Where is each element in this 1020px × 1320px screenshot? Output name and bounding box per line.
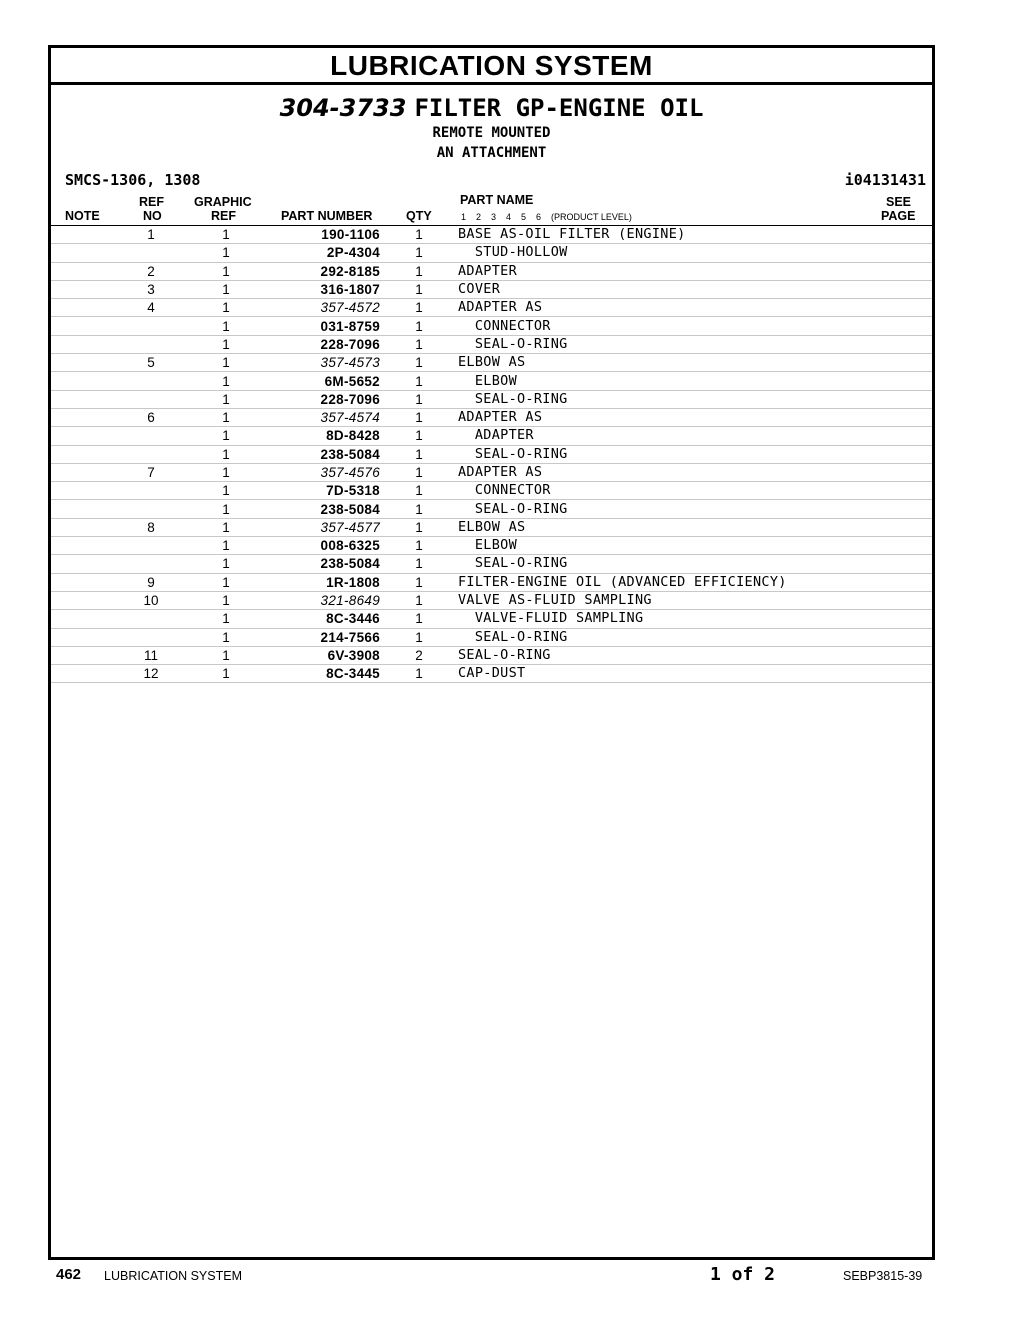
page-footer: [0, 1262, 1020, 1292]
table-row: [51, 445, 932, 463]
row-part-number: 357-4576: [271, 463, 380, 481]
table-row: [51, 665, 932, 683]
col-qty: QTY: [406, 209, 432, 223]
row-graphic-ref: 1: [181, 482, 271, 500]
row-ref-no: 6: [121, 408, 181, 426]
table-row: [51, 500, 932, 518]
row-graphic-ref: 1: [181, 299, 271, 317]
col-product-level: 1 2 3 4 5 6 (PRODUCT LEVEL): [461, 212, 632, 222]
row-see-page: [872, 646, 932, 664]
table-row: [51, 482, 932, 500]
row-qty: 1: [380, 628, 458, 646]
row-ref-no: [121, 445, 181, 463]
row-part-name: ELBOW: [458, 537, 872, 555]
row-part-name: SEAL-O-RING: [458, 335, 872, 353]
row-part-number: 228-7096: [271, 390, 380, 408]
table-row: [51, 518, 932, 536]
parts-table: [51, 226, 932, 683]
row-part-number: 357-4572: [271, 299, 380, 317]
table-row: [51, 463, 932, 481]
row-qty: 1: [380, 500, 458, 518]
table-row: [51, 280, 932, 298]
col-ref-line1: REF: [139, 195, 164, 209]
row-note: [51, 573, 121, 591]
row-graphic-ref: 1: [181, 280, 271, 298]
row-graphic-ref: 1: [181, 591, 271, 609]
row-see-page: [872, 317, 932, 335]
subtitle-remote-mounted: REMOTE MOUNTED: [432, 125, 551, 141]
row-part-name: ADAPTER AS: [458, 463, 872, 481]
row-part-number: 8C-3446: [271, 610, 380, 628]
row-graphic-ref: 1: [181, 390, 271, 408]
row-part-number: 238-5084: [271, 500, 380, 518]
row-see-page: [872, 518, 932, 536]
row-see-page: [872, 280, 932, 298]
row-graphic-ref: 1: [181, 500, 271, 518]
row-part-number: 2P-4304: [271, 244, 380, 262]
table-row: [51, 335, 932, 353]
row-part-name: ADAPTER: [458, 427, 872, 445]
row-ref-no: 10: [121, 591, 181, 609]
row-qty: 1: [380, 482, 458, 500]
row-graphic-ref: 1: [181, 408, 271, 426]
parts-table-body: [51, 226, 932, 683]
row-see-page: [872, 244, 932, 262]
table-row: [51, 354, 932, 372]
row-ref-no: [121, 482, 181, 500]
table-row: [51, 226, 932, 244]
row-part-number: 292-8185: [271, 262, 380, 280]
row-see-page: [872, 482, 932, 500]
row-note: [51, 299, 121, 317]
row-part-name: BASE AS-OIL FILTER (ENGINE): [458, 226, 872, 244]
table-row: [51, 555, 932, 573]
row-part-name: ELBOW AS: [458, 354, 872, 372]
row-part-name: VALVE-FLUID SAMPLING: [458, 610, 872, 628]
row-graphic-ref: 1: [181, 427, 271, 445]
sheet-indicator: 1 of 2: [710, 1264, 776, 1285]
row-qty: 1: [380, 335, 458, 353]
row-graphic-ref: 1: [181, 463, 271, 481]
group-name: FILTER GP-ENGINE OIL: [414, 94, 704, 122]
row-part-number: 008-6325: [271, 537, 380, 555]
row-ref-no: 11: [121, 646, 181, 664]
row-graphic-ref: 1: [181, 628, 271, 646]
row-part-number: 357-4574: [271, 408, 380, 426]
group-heading: [51, 93, 932, 123]
row-part-name: SEAL-O-RING: [458, 555, 872, 573]
table-row: [51, 299, 932, 317]
row-see-page: [872, 335, 932, 353]
row-graphic-ref: 1: [181, 317, 271, 335]
row-part-name: SEAL-O-RING: [458, 628, 872, 646]
row-part-number: 6V-3908: [271, 646, 380, 664]
table-row: [51, 628, 932, 646]
row-see-page: [872, 463, 932, 481]
row-qty: 1: [380, 372, 458, 390]
row-note: [51, 445, 121, 463]
row-ref-no: 2: [121, 262, 181, 280]
row-graphic-ref: 1: [181, 262, 271, 280]
row-ref-no: 8: [121, 518, 181, 536]
row-ref-no: [121, 427, 181, 445]
row-see-page: [872, 573, 932, 591]
row-graphic-ref: 1: [181, 226, 271, 244]
row-ref-no: [121, 372, 181, 390]
row-ref-no: 12: [121, 665, 181, 683]
row-note: [51, 244, 121, 262]
row-see-page: [872, 390, 932, 408]
table-row: [51, 390, 932, 408]
row-part-number: 228-7096: [271, 335, 380, 353]
row-part-number: 190-1106: [271, 226, 380, 244]
row-ref-no: 3: [121, 280, 181, 298]
row-part-number: 7D-5318: [271, 482, 380, 500]
row-part-number: 8C-3445: [271, 665, 380, 683]
row-see-page: [872, 408, 932, 426]
row-graphic-ref: 1: [181, 354, 271, 372]
row-graphic-ref: 1: [181, 555, 271, 573]
row-note: [51, 372, 121, 390]
row-note: [51, 591, 121, 609]
col-part-number: PART NUMBER: [281, 209, 373, 223]
row-part-number: 031-8759: [271, 317, 380, 335]
group-number: 304-3733: [279, 94, 407, 122]
row-qty: 1: [380, 518, 458, 536]
row-note: [51, 427, 121, 445]
row-part-name: SEAL-O-RING: [458, 445, 872, 463]
row-qty: 1: [380, 555, 458, 573]
row-part-number: 6M-5652: [271, 372, 380, 390]
row-note: [51, 665, 121, 683]
row-note: [51, 226, 121, 244]
footer-section-name: LUBRICATION SYSTEM: [104, 1269, 242, 1283]
page-number: 462: [56, 1266, 82, 1283]
row-note: [51, 317, 121, 335]
row-ref-no: 4: [121, 299, 181, 317]
row-graphic-ref: 1: [181, 646, 271, 664]
row-part-name: ADAPTER: [458, 262, 872, 280]
col-note: NOTE: [65, 209, 100, 223]
row-ref-no: [121, 390, 181, 408]
row-see-page: [872, 665, 932, 683]
row-note: [51, 482, 121, 500]
table-row: [51, 244, 932, 262]
row-graphic-ref: 1: [181, 445, 271, 463]
col-gref-line1: GRAPHIC: [194, 195, 252, 209]
row-graphic-ref: 1: [181, 537, 271, 555]
subtitle-attachment: AN ATTACHMENT: [436, 145, 547, 161]
table-row: [51, 610, 932, 628]
row-ref-no: 5: [121, 354, 181, 372]
row-qty: 1: [380, 445, 458, 463]
row-see-page: [872, 628, 932, 646]
row-note: [51, 628, 121, 646]
row-qty: 1: [380, 573, 458, 591]
row-part-name: STUD-HOLLOW: [458, 244, 872, 262]
table-row: [51, 573, 932, 591]
row-qty: 1: [380, 354, 458, 372]
row-qty: 1: [380, 408, 458, 426]
col-see-line2: PAGE: [881, 209, 916, 223]
row-see-page: [872, 262, 932, 280]
row-qty: 1: [380, 537, 458, 555]
row-ref-no: 7: [121, 463, 181, 481]
row-part-name: ADAPTER AS: [458, 299, 872, 317]
document-id: SEBP3815-39: [843, 1269, 923, 1283]
row-see-page: [872, 372, 932, 390]
row-part-number: 8D-8428: [271, 427, 380, 445]
column-headers: [51, 191, 932, 226]
row-part-number: 214-7566: [271, 628, 380, 646]
row-part-number: 321-8649: [271, 591, 380, 609]
row-note: [51, 354, 121, 372]
row-ref-no: [121, 610, 181, 628]
row-note: [51, 408, 121, 426]
row-ref-no: [121, 244, 181, 262]
col-see-line1: SEE: [886, 195, 912, 209]
row-part-name: ELBOW: [458, 372, 872, 390]
row-qty: 1: [380, 427, 458, 445]
table-row: [51, 408, 932, 426]
smcs-row: [51, 169, 932, 191]
row-part-number: 357-4573: [271, 354, 380, 372]
row-note: [51, 463, 121, 481]
row-see-page: [872, 354, 932, 372]
row-see-page: [872, 299, 932, 317]
row-note: [51, 280, 121, 298]
row-see-page: [872, 591, 932, 609]
row-part-name: FILTER-ENGINE OIL (ADVANCED EFFICIENCY): [458, 573, 872, 591]
row-part-name: CAP-DUST: [458, 665, 872, 683]
row-graphic-ref: 1: [181, 573, 271, 591]
table-row: [51, 317, 932, 335]
row-part-name: ADAPTER AS: [458, 408, 872, 426]
row-ref-no: [121, 335, 181, 353]
row-see-page: [872, 555, 932, 573]
row-graphic-ref: 1: [181, 372, 271, 390]
row-part-number: 357-4577: [271, 518, 380, 536]
row-note: [51, 537, 121, 555]
row-see-page: [872, 445, 932, 463]
row-ref-no: [121, 537, 181, 555]
illustration-id: i04131431: [844, 171, 926, 189]
row-qty: 1: [380, 226, 458, 244]
row-graphic-ref: 1: [181, 244, 271, 262]
row-part-name: SEAL-O-RING: [458, 646, 872, 664]
smcs-codes: SMCS-1306, 1308: [65, 171, 201, 189]
row-part-name: CONNECTOR: [458, 317, 872, 335]
row-note: [51, 500, 121, 518]
row-qty: 1: [380, 317, 458, 335]
row-ref-no: [121, 500, 181, 518]
row-see-page: [872, 537, 932, 555]
row-qty: 1: [380, 390, 458, 408]
row-qty: 2: [380, 646, 458, 664]
table-row: [51, 591, 932, 609]
row-ref-no: 9: [121, 573, 181, 591]
row-qty: 1: [380, 262, 458, 280]
row-ref-no: [121, 628, 181, 646]
row-graphic-ref: 1: [181, 610, 271, 628]
row-ref-no: [121, 555, 181, 573]
row-part-number: 316-1807: [271, 280, 380, 298]
row-see-page: [872, 226, 932, 244]
row-qty: 1: [380, 591, 458, 609]
row-part-name: ELBOW AS: [458, 518, 872, 536]
col-ref-line2: NO: [143, 209, 162, 223]
row-qty: 1: [380, 280, 458, 298]
row-graphic-ref: 1: [181, 335, 271, 353]
row-part-name: SEAL-O-RING: [458, 390, 872, 408]
section-title: LUBRICATION SYSTEM: [51, 48, 932, 85]
row-note: [51, 390, 121, 408]
table-row: [51, 262, 932, 280]
parts-page-frame: [48, 45, 935, 1260]
row-part-number: 238-5084: [271, 555, 380, 573]
col-gref-line2: REF: [211, 209, 236, 223]
row-qty: 1: [380, 299, 458, 317]
row-part-name: VALVE AS-FLUID SAMPLING: [458, 591, 872, 609]
table-row: [51, 646, 932, 664]
row-part-number: 238-5084: [271, 445, 380, 463]
col-part-name: PART NAME: [460, 193, 534, 207]
row-graphic-ref: 1: [181, 518, 271, 536]
row-part-number: 1R-1808: [271, 573, 380, 591]
row-part-name: CONNECTOR: [458, 482, 872, 500]
row-note: [51, 518, 121, 536]
row-see-page: [872, 500, 932, 518]
row-note: [51, 646, 121, 664]
row-graphic-ref: 1: [181, 665, 271, 683]
table-row: [51, 427, 932, 445]
row-note: [51, 555, 121, 573]
table-row: [51, 537, 932, 555]
row-note: [51, 610, 121, 628]
row-note: [51, 335, 121, 353]
row-see-page: [872, 610, 932, 628]
table-row: [51, 372, 932, 390]
row-ref-no: 1: [121, 226, 181, 244]
row-note: [51, 262, 121, 280]
row-see-page: [872, 427, 932, 445]
row-qty: 1: [380, 463, 458, 481]
row-part-name: COVER: [458, 280, 872, 298]
row-qty: 1: [380, 610, 458, 628]
row-qty: 1: [380, 665, 458, 683]
row-qty: 1: [380, 244, 458, 262]
row-part-name: SEAL-O-RING: [458, 500, 872, 518]
row-ref-no: [121, 317, 181, 335]
